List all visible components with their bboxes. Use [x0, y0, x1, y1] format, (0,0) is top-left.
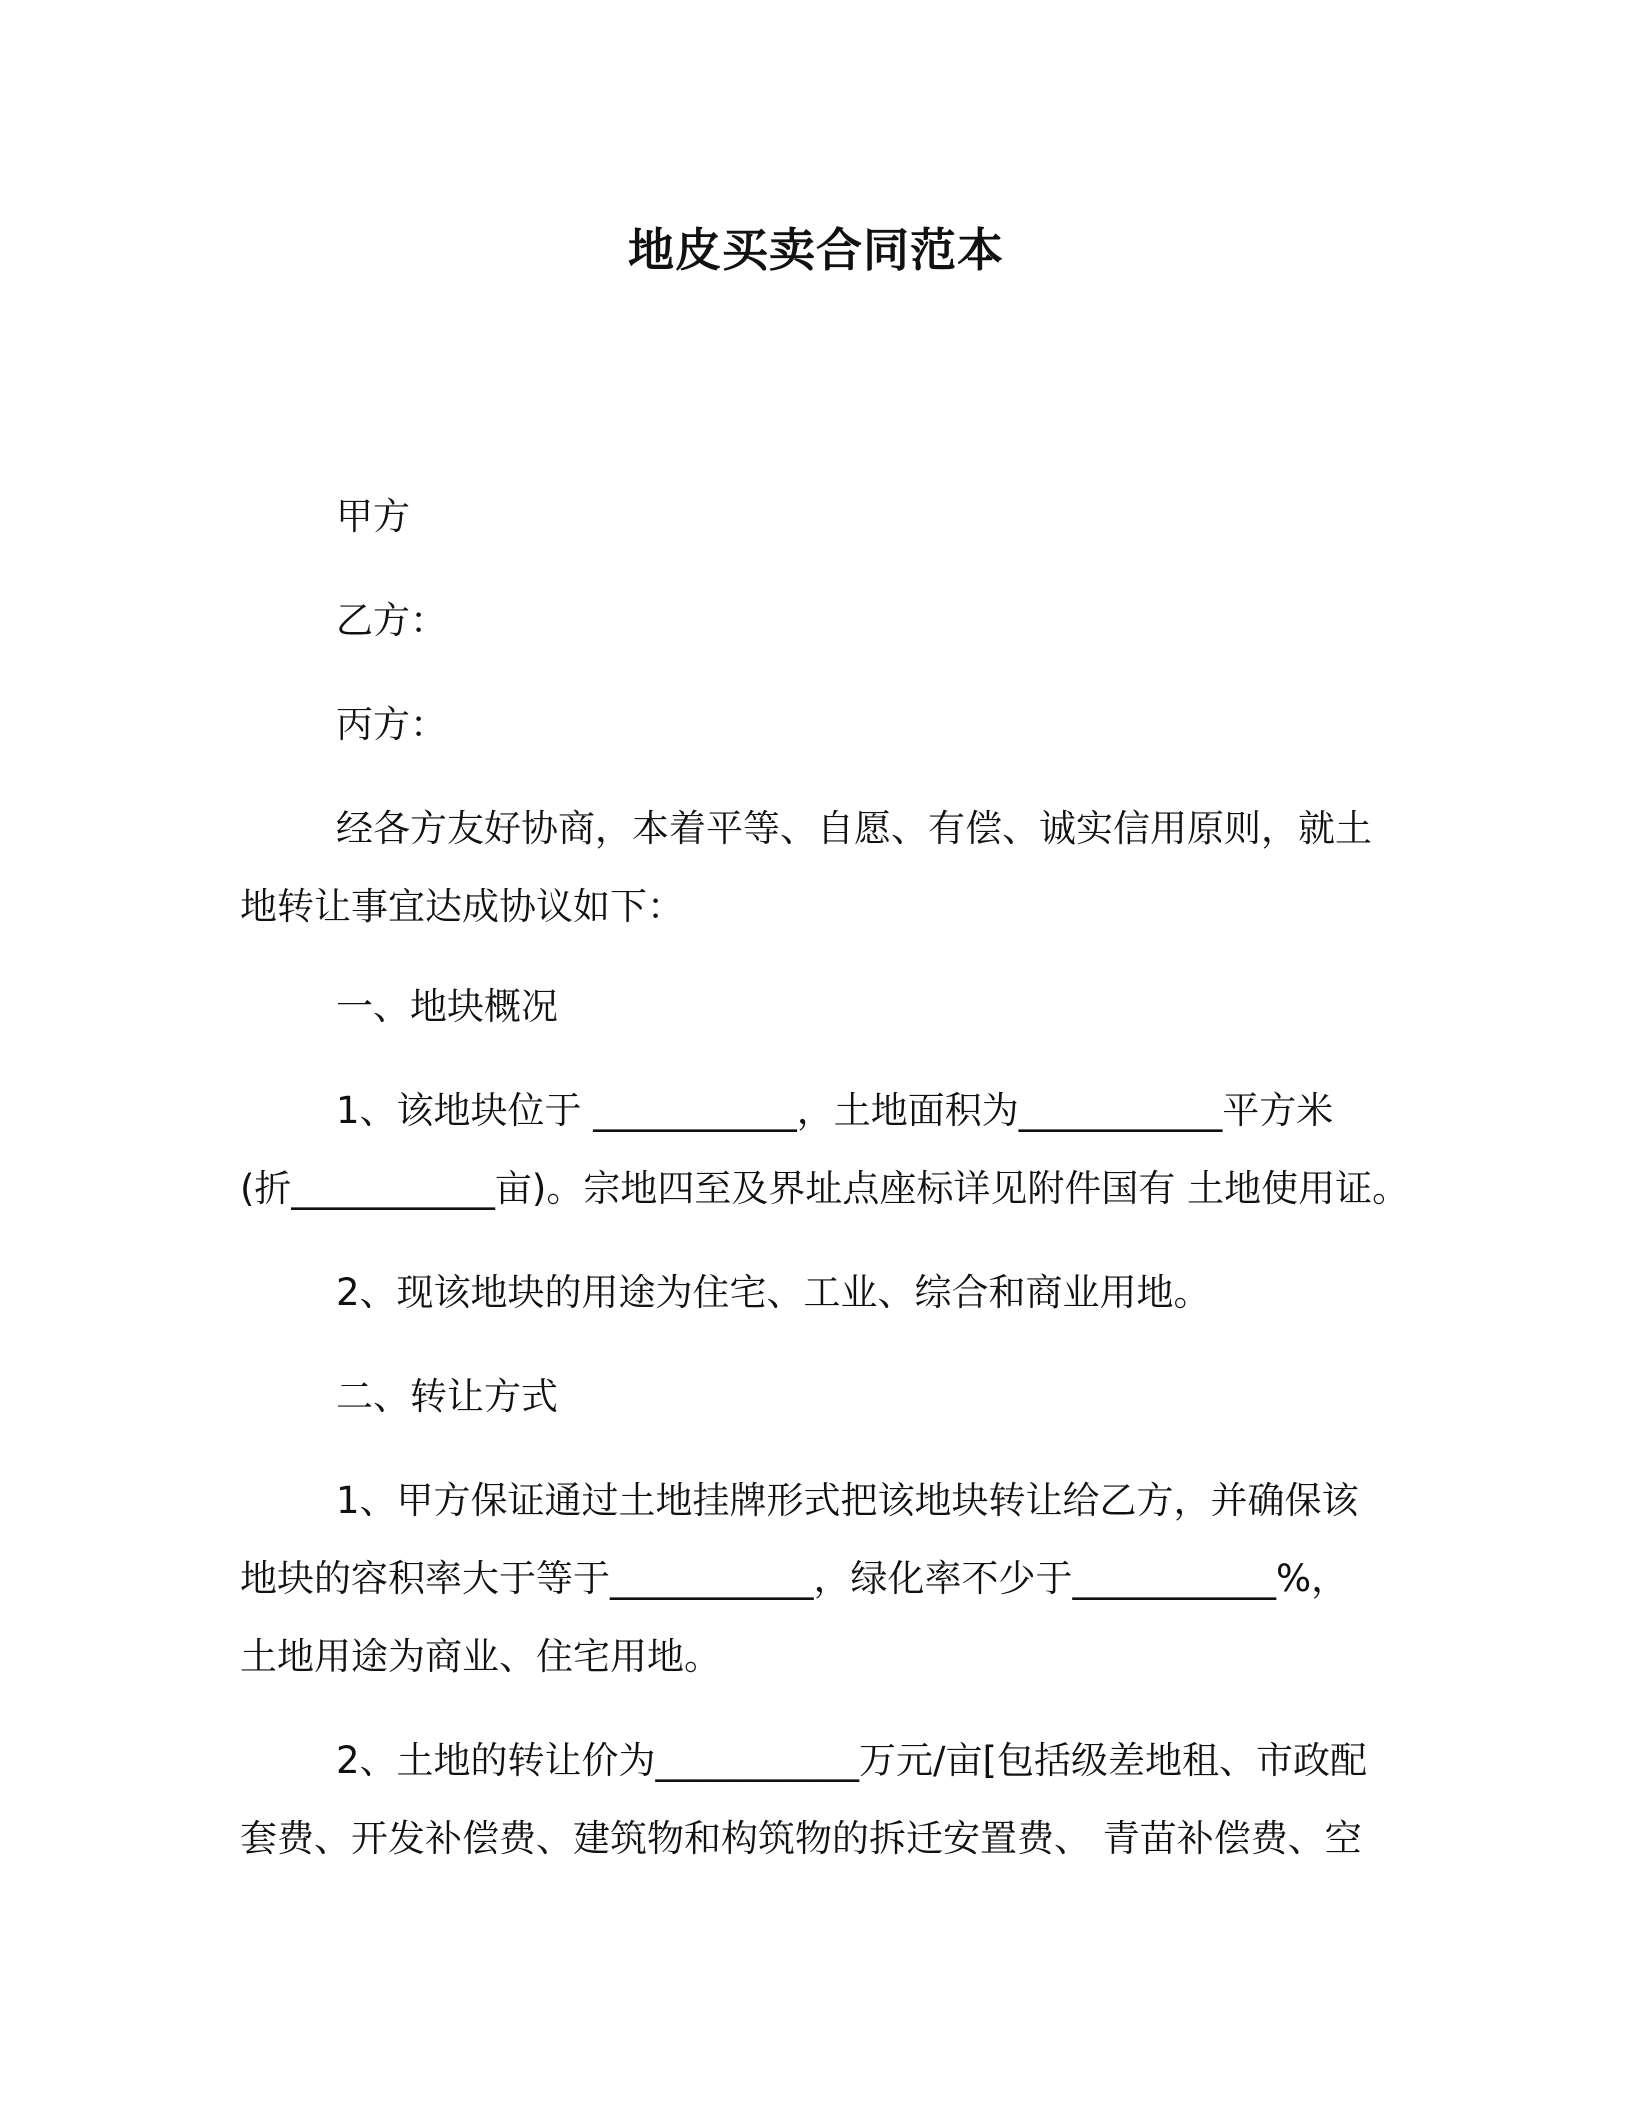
document-title: 地皮买卖合同范本 — [628, 223, 1004, 277]
section-1-item-2 — [240, 1254, 1400, 1332]
party-b-label — [240, 582, 1400, 660]
section-2-heading-text: 二、转让方式 — [336, 1375, 558, 1418]
section-1-heading-text: 一、地块概况 — [336, 985, 558, 1028]
section-2-item-1-line-2: 地块的容积率大于等于___________，绿化率不少于___________%， — [240, 1557, 1349, 1600]
section-1-heading — [240, 968, 1400, 1046]
section-2-item-2 — [240, 1722, 1400, 1878]
section-2-heading — [240, 1358, 1400, 1436]
intro-line-2: 地转让事宜达成协议如下： — [240, 885, 684, 928]
section-1-item-1 — [240, 1072, 1410, 1228]
intro-paragraph — [240, 790, 1400, 946]
party-a-label — [240, 478, 1400, 556]
section-1-item-1-line-1: 1、该地块位于 ___________，土地面积为___________平方米 — [336, 1089, 1334, 1132]
party-c-text: 丙方： — [336, 703, 447, 746]
party-c-label — [240, 686, 1400, 764]
party-b-text: 乙方： — [336, 599, 447, 642]
section-2-item-1-line-3: 土地用途为商业、住宅用地。 — [240, 1635, 721, 1678]
section-1-item-2-text: 2、现该地块的用途为住宅、工业、综合和商业用地。 — [336, 1271, 1211, 1314]
section-2-item-1 — [240, 1462, 1400, 1696]
intro-line-1: 经各方友好协商，本着平等、自愿、有偿、诚实信用原则，就土 — [336, 807, 1372, 850]
party-a-text: 甲方 — [336, 495, 410, 538]
section-2-item-2-line-1: 2、土地的转让价为___________万元/亩[包括级差地租、市政配 — [336, 1739, 1367, 1782]
section-2-item-2-line-2: 套费、开发补偿费、建筑物和构筑物的拆迁安置费、 青苗补偿费、空 — [240, 1817, 1362, 1860]
section-2-item-1-line-1: 1、甲方保证通过土地挂牌形式把该地块转让给乙方，并确保该 — [336, 1479, 1359, 1522]
section-1-item-1-line-2: (折___________亩)。宗地四至及界址点座标详见附件国有 土地使用证。 — [240, 1167, 1410, 1210]
